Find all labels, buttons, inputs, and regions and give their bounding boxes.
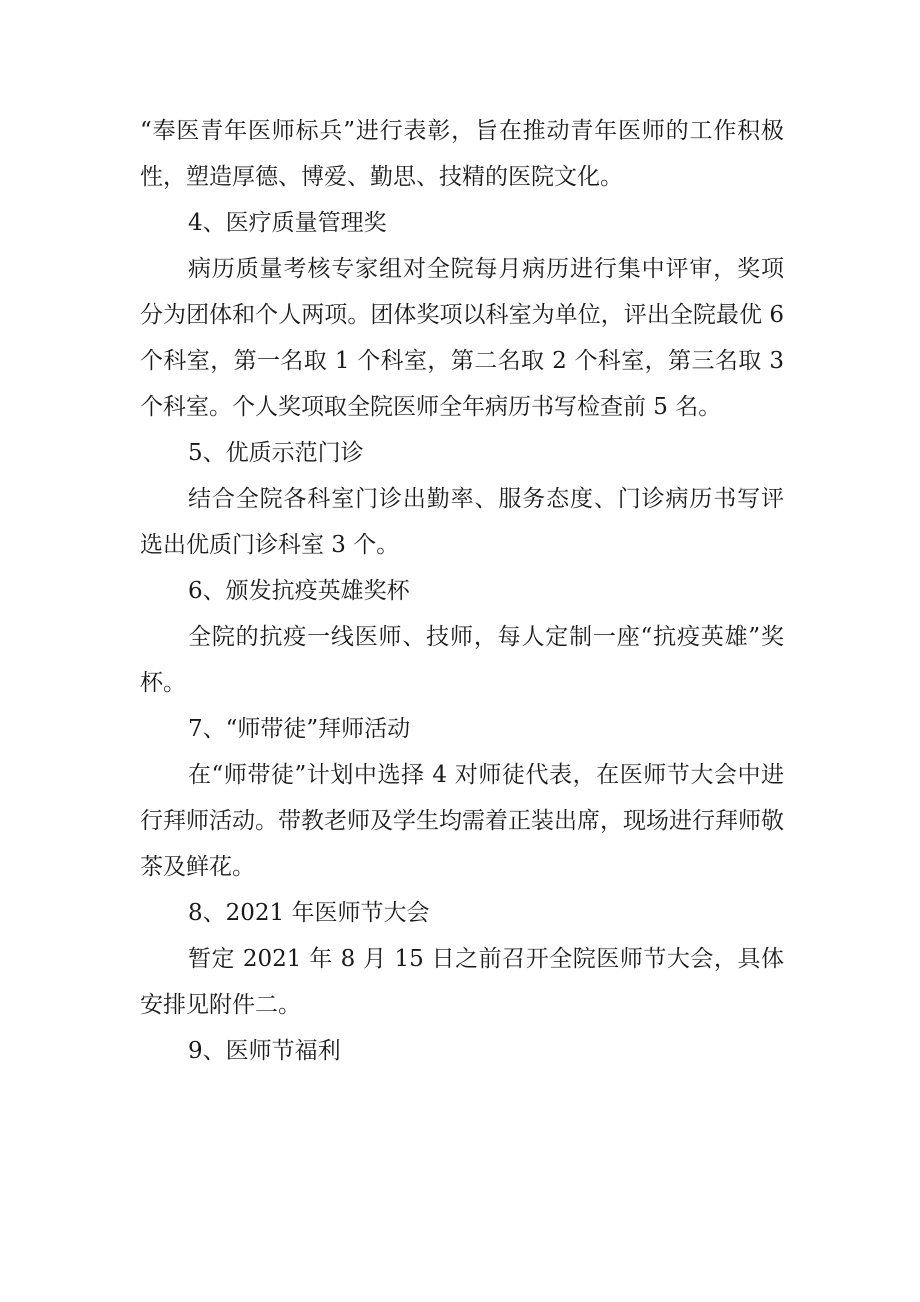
heading-anti-epidemic-trophy: 6、颁发抗疫英雄奖杯 <box>188 578 410 604</box>
paragraph-anti-epidemic-trophy: 全院的抗疫一线医师、技师，每人定制一座“抗疫英雄”奖杯。 <box>140 624 784 696</box>
heading-mentorship-ceremony: 7、“师带徒”拜师活动 <box>188 716 411 742</box>
paragraph-model-clinic: 结合全院各科室门诊出勤率、服务态度、门诊病历书写评选出优质门诊科室 3 个。 <box>140 486 784 558</box>
heading-doctors-day-benefits: 9、医师节福利 <box>188 1038 341 1064</box>
paragraph-award-intro: “奉医青年医师标兵”进行表彰，旨在推动青年医师的工作积极性，塑造厚德、博爱、勤思、技精的医院文化。 <box>140 118 784 190</box>
heading-model-clinic: 5、优质示范门诊 <box>188 440 364 466</box>
document-body <box>140 108 784 1074</box>
paragraph-doctors-day-meeting: 暂定 2021 年 8 月 15 日之前召开全院医师节大会，具体安排见附件二。 <box>140 946 784 1018</box>
paragraph-mentorship-ceremony: 在“师带徒”计划中选择 4 对师徒代表，在医师节大会中进行拜师活动。带教老师及学生均需着正装出席，现场进行拜师敬茶及鲜花。 <box>140 762 784 880</box>
heading-medical-quality-award: 4、医疗质量管理奖 <box>188 210 387 236</box>
paragraph-medical-quality-award: 病历质量考核专家组对全院每月病历进行集中评审，奖项分为团体和个人两项。团体奖项以科室为单位，评出全院最优 6 个科室，第一名取 1 个科室，第二名取 2 个科室，第三名取 3 个科室。个人奖项取全院医师全年病历书写检查前 5 名。 <box>140 256 784 420</box>
heading-doctors-day-meeting: 8、2021 年医师节大会 <box>188 900 430 926</box>
